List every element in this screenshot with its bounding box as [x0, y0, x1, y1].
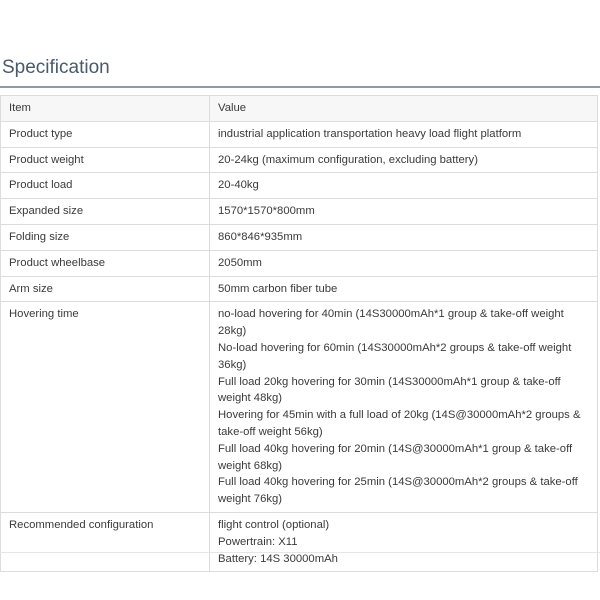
value-line: no-load hovering for 40min (14S30000mAh*1 group & take-off weight 28kg): [218, 308, 564, 338]
row-item: Arm size: [1, 276, 210, 302]
table-header-row: [1, 96, 598, 122]
row-item: Product wheelbase: [1, 250, 210, 276]
table-row: [1, 224, 598, 250]
row-value: [210, 224, 598, 250]
value-line: Powertrain: X11: [218, 535, 298, 548]
value-line: Battery: 14S 30000mAh: [218, 552, 338, 565]
table-row: [1, 512, 598, 571]
header-value: Value: [210, 96, 598, 122]
value-line: 860*846*935mm: [218, 230, 303, 243]
value-line: 20-24kg (maximum configuration, excluding battery): [218, 153, 478, 166]
value-line: Full load 20kg hovering for 30min (14S30000mAh*1 group & take-off weight 48kg): [218, 375, 561, 405]
row-item: Product type: [1, 121, 210, 147]
value-line: 20-40kg: [218, 179, 259, 192]
value-line: 2050mm: [218, 256, 262, 269]
table-row: [1, 173, 598, 199]
value-line: Full load 40kg hovering for 25min (14S@30000mAh*2 groups & take-off weight 76kg): [218, 476, 578, 506]
table-row: [1, 276, 598, 302]
row-item: Expanded size: [1, 199, 210, 225]
table-row: [1, 121, 598, 147]
table-row: [1, 147, 598, 173]
row-item: Hovering time: [1, 302, 210, 513]
row-value: [210, 276, 598, 302]
value-line: 1570*1570*800mm: [218, 205, 315, 218]
value-line: 50mm carbon fiber tube: [218, 282, 338, 295]
bottom-divider: [0, 552, 600, 553]
section-title: Specification: [2, 57, 110, 78]
row-value: [210, 173, 598, 199]
title-divider: [0, 86, 600, 88]
row-value: [210, 147, 598, 173]
table-row: [1, 302, 598, 513]
value-line: No-load hovering for 60min (14S30000mAh*2 groups & take-off weight 36kg): [218, 341, 572, 371]
value-line: industrial application transportation heavy load flight platform: [218, 127, 522, 140]
value-line: flight control (optional): [218, 518, 330, 531]
row-item: Recommended configuration: [1, 512, 210, 571]
row-item: Folding size: [1, 224, 210, 250]
row-value: [210, 199, 598, 225]
header-item: Item: [1, 96, 210, 122]
row-value: [210, 302, 598, 513]
row-value: [210, 512, 598, 571]
table-row: [1, 250, 598, 276]
row-value: [210, 121, 598, 147]
spec-table: [0, 95, 598, 572]
row-item: Product load: [1, 173, 210, 199]
row-value: [210, 250, 598, 276]
value-line: Full load 40kg hovering for 20min (14S@30000mAh*1 group & take-off weight 68kg): [218, 442, 573, 472]
table-row: [1, 199, 598, 225]
row-item: Product weight: [1, 147, 210, 173]
value-line: Hovering for 45min with a full load of 20kg (14S@30000mAh*2 groups & take-off weight 56kg): [218, 409, 581, 438]
